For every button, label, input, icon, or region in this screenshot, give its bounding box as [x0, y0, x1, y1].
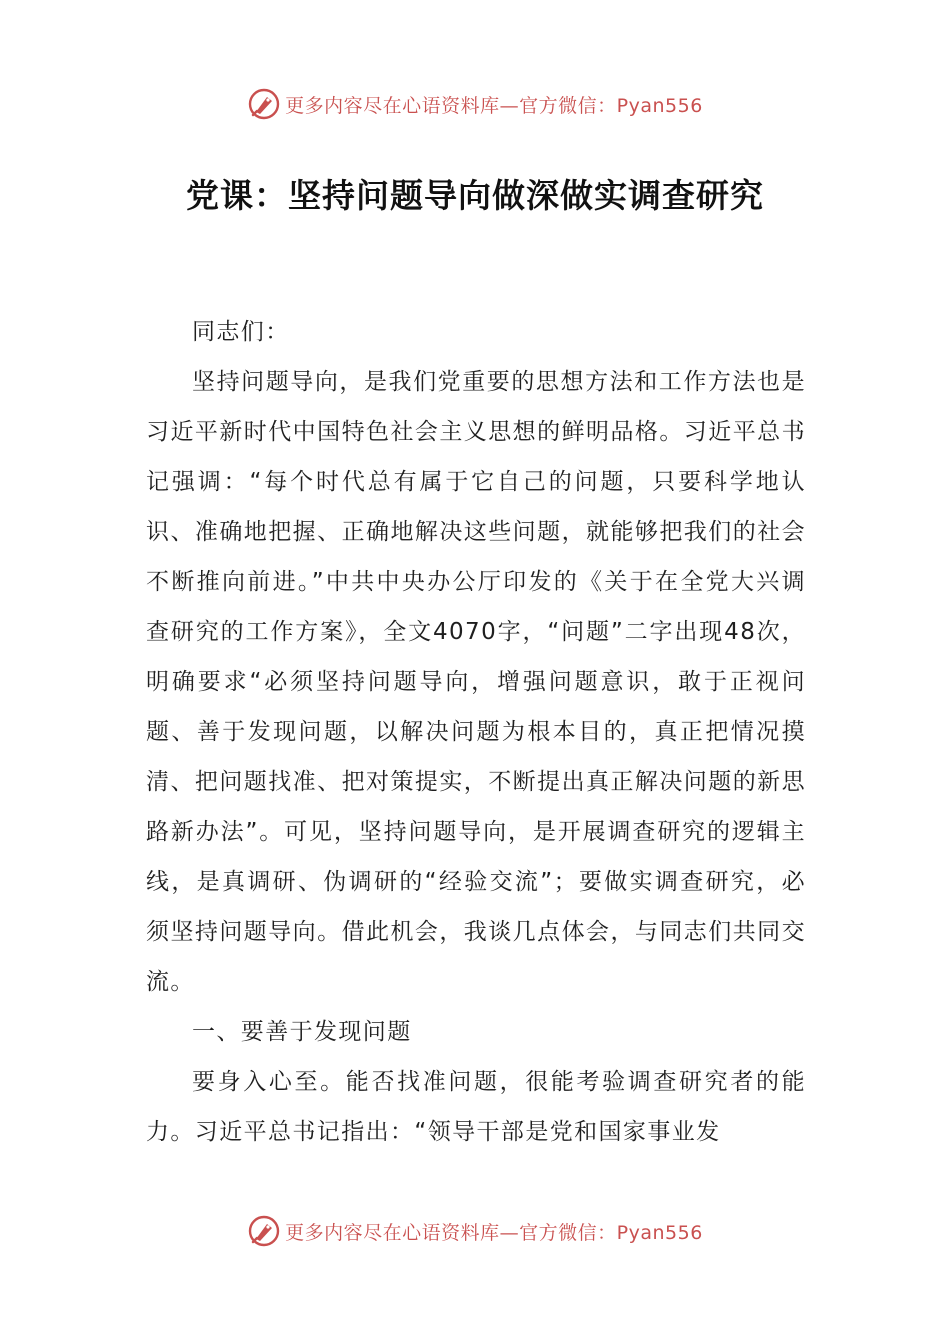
- watermark-footer: [0, 1211, 950, 1251]
- body-paragraph: 坚持问题导向，是我们党重要的思想方法和工作方法也是习近平新时代中国特色社会主义思想的鲜明品格。习近平总书记强调：“每个时代总有属于它自己的问题，只要科学地认识、准确地把握、正确地解决这些问题，就能够把我们的社会不断推向前进。”中共中央办公厅印发的《关于在全党大兴调查研究的工作方案》，全文4070字，“问题”二字出现48次，明确要求“必须坚持问题导向，增强问题意识，敢于正视问题、善于发现问题，以解决问题为根本目的，真正把情况摸清、把问题找准、把对策提实，不断提出真正解决问题的新思路新办法”。可见，坚持问题导向，是开展调查研究的逻辑主线，是真调研、伪调研的“经验交流”；要做实调查研究，必须坚持问题导向。借此机会，我谈几点体会，与同志们共同交流。: [146, 369, 806, 995]
- salutation: 同志们：: [192, 319, 290, 345]
- pen-nib-logo-icon: [247, 87, 281, 121]
- section-heading: 一、要善于发现问题: [192, 1019, 412, 1045]
- body-paragraph: 要身入心至。能否找准问题，很能考验调查研究者的能力。习近平总书记指出：“领导干部是党和国家事业发: [146, 1069, 806, 1145]
- document-body: [146, 307, 806, 1157]
- watermark-text: 更多内容尽在心语资料库—官方微信：Pyan556: [285, 1221, 703, 1244]
- watermark-text: 更多内容尽在心语资料库—官方微信：Pyan556: [285, 94, 703, 117]
- pen-nib-logo-icon: [247, 1214, 281, 1248]
- wechat-id: Pyan556: [616, 1221, 703, 1244]
- wechat-id: Pyan556: [616, 94, 703, 117]
- document-title: 党课：坚持问题导向做深做实调查研究: [186, 176, 764, 215]
- watermark-header: [0, 84, 950, 124]
